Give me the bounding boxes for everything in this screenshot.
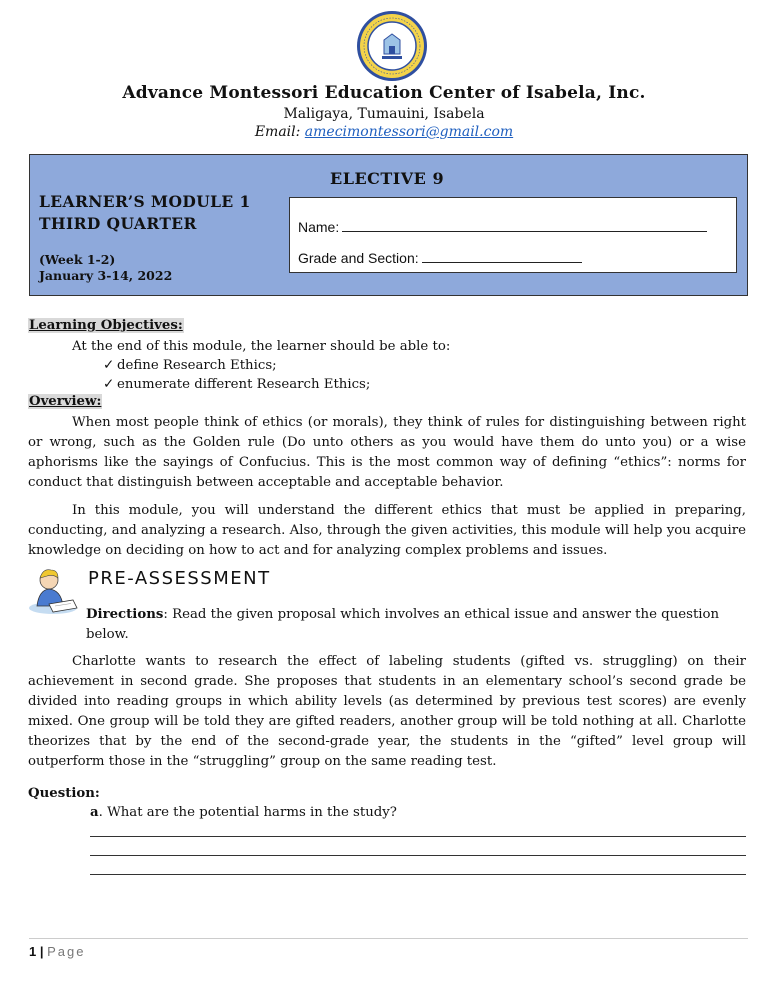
pre-assessment-title: PRE-ASSESSMENT xyxy=(88,568,271,589)
module-dates: January 3-14, 2022 xyxy=(39,268,173,283)
checkmark-icon: ✓ xyxy=(103,358,115,373)
directions-text: : Read the given proposal which involves an ethical issue and answer the question below. xyxy=(86,607,720,642)
email-link[interactable]: amecimontessori@gmail.com xyxy=(304,124,514,140)
question-letter: a xyxy=(90,805,99,820)
module-title-line2: THIRD QUARTER xyxy=(39,214,197,233)
name-field[interactable] xyxy=(298,219,707,235)
question-heading: Question: xyxy=(28,786,100,801)
module-title-line1: LEARNER’S MODULE 1 xyxy=(39,192,251,211)
grade-label: Grade and Section: xyxy=(298,250,419,266)
page-separator: | xyxy=(36,944,48,959)
objectives-intro: At the end of this module, the learner should be able to: xyxy=(72,339,451,354)
school-name: Advance Montessori Education Center of Isabela, Inc. xyxy=(122,83,646,103)
scenario-paragraph: Charlotte wants to research the effect of labeling students (gifted vs. struggling) on their achievement in second grade. She proposes that students in an elementary school’s second grade be divided into reading groups in which ability levels (as determined by previous test scores) are evenly mixed. One group will be told they are gifted readers, another group will be told nothing at all. Charlotte theorizes that by the end of the second-grade year, the students in the “gifted” level group will outperform those in the “struggling” group on the same reading test. xyxy=(28,654,746,769)
overview-paragraph-2: In this module, you will understand the different ethics that must be applied in preparing, conducting, and analyzing a research. Also, through the given activities, this module will help you acquire knowledge on deciding on how to act and for analyzing complex problems and issues. xyxy=(28,503,746,558)
student-writing-icon xyxy=(27,566,79,616)
objective-item: ✓ enumerate different Research Ethics; xyxy=(103,375,370,395)
school-address: Maligaya, Tumauini, Isabela xyxy=(283,106,485,122)
overview-heading: Overview: xyxy=(29,394,102,409)
objectives-heading: Learning Objectives: xyxy=(29,318,183,333)
answer-line[interactable] xyxy=(90,874,746,875)
answer-line[interactable] xyxy=(90,855,746,856)
question-text: . What are the potential harms in the study? xyxy=(98,805,397,820)
email-label: Email: xyxy=(254,124,305,140)
footer-divider xyxy=(29,938,748,939)
school-seal-logo xyxy=(356,10,428,82)
page-number: 1 xyxy=(29,944,37,959)
objective-item: ✓ define Research Ethics; xyxy=(103,356,277,376)
directions-label: Directions xyxy=(86,607,164,622)
module-schedule xyxy=(39,252,172,284)
directions xyxy=(86,605,746,645)
grade-blank-line[interactable] xyxy=(422,261,582,263)
subject-title: ELECTIVE 9 xyxy=(330,169,445,188)
name-blank-line[interactable] xyxy=(342,230,707,232)
module-title xyxy=(39,191,251,235)
overview-paragraph-1: When most people think of ethics (or morals), they think of rules for distinguishing between right or wrong, such as the Golden rule (Do unto others as you would have them do unto you) or a wise aphorisms like the sayings of Confucius. This is the most common way of defining “ethics”: norms for conduct that distinguish between acceptable and acceptable behavior. xyxy=(28,415,746,490)
name-label: Name: xyxy=(298,219,340,235)
answer-line[interactable] xyxy=(90,836,746,837)
question-a xyxy=(90,803,397,823)
module-week: (Week 1-2) xyxy=(39,252,116,267)
checkmark-icon: ✓ xyxy=(103,377,115,392)
page-label: Page xyxy=(47,944,86,959)
page-footer xyxy=(29,944,85,959)
school-email xyxy=(0,124,768,140)
grade-section-field[interactable] xyxy=(298,250,582,266)
